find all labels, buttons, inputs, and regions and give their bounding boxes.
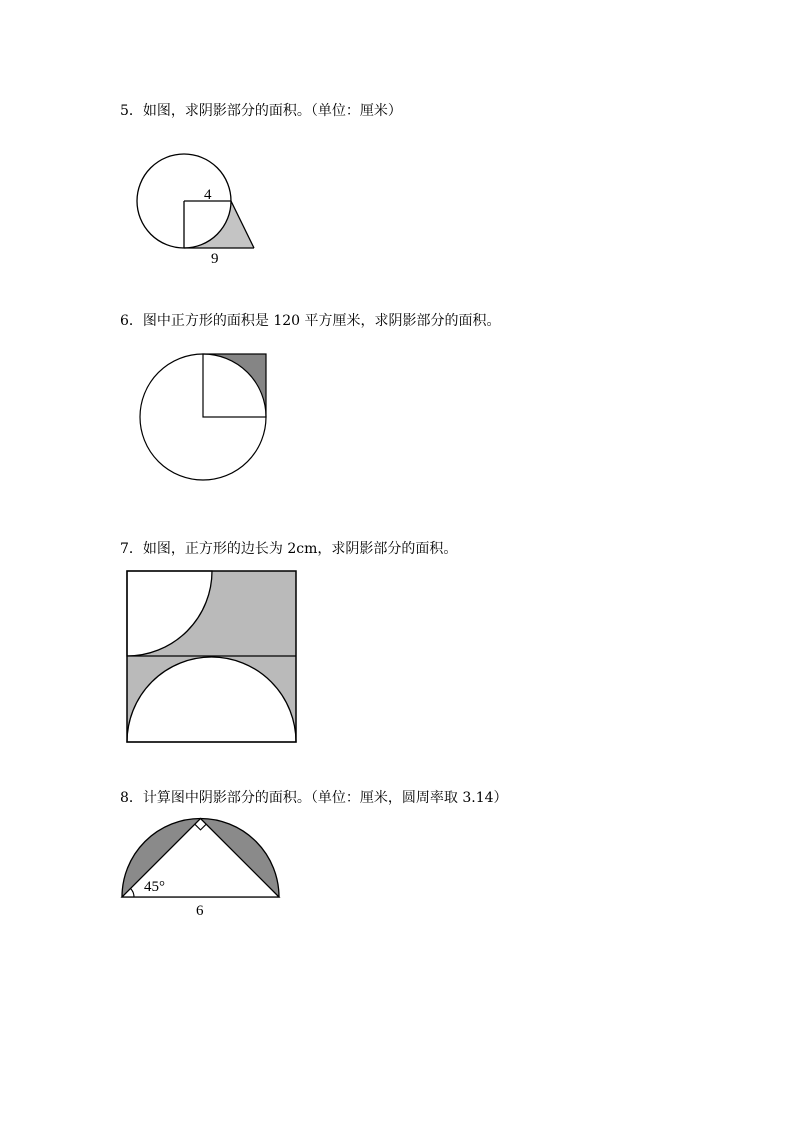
question-7-figure: [122, 566, 302, 748]
q6-shaded-region: [203, 354, 266, 417]
question-8-text: 8．计算图中阴影部分的面积。（单位：厘米，圆周率取 3.14）: [120, 790, 508, 806]
question-8-figure: [115, 812, 287, 922]
question-5-figure: [130, 150, 260, 268]
question-5-text: 5．如图，求阴影部分的面积。（单位：厘米）: [120, 103, 402, 119]
q8-label-angle: 45°: [144, 879, 165, 895]
question-6-figure: [135, 348, 275, 484]
question-7-text: 7．如图，正方形的边长为 2cm，求阴影部分的面积。: [120, 541, 458, 557]
q5-label-radius: 4: [204, 187, 212, 203]
q5-label-base: 9: [211, 251, 219, 267]
q5-shaded-region: [184, 201, 254, 248]
q8-label-base: 6: [196, 903, 204, 919]
question-6-text: 6．图中正方形的面积是 120 平方厘米，求阴影部分的面积。: [120, 313, 501, 329]
